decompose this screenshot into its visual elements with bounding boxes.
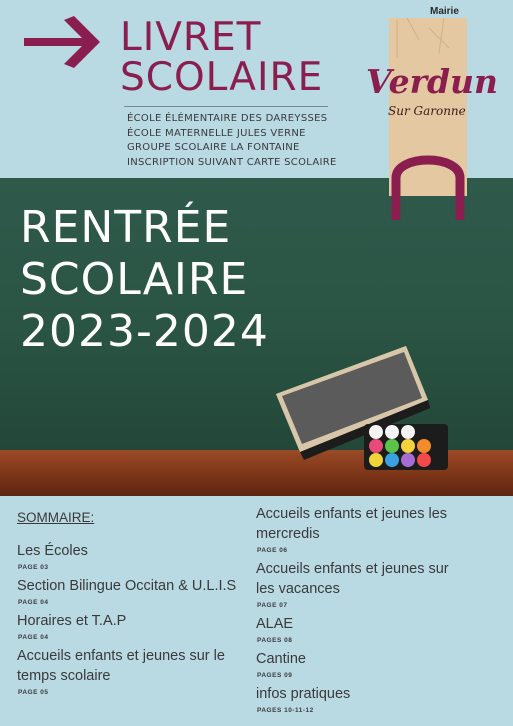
toc-entry[interactable]	[17, 611, 253, 641]
toc-entry-page: PAGES 09	[257, 672, 293, 679]
toc-entry-page: PAGE 05	[18, 689, 49, 696]
toc-entry[interactable]	[256, 614, 513, 644]
school-item: INSCRIPTION SUIVANT CARTE SCOLAIRE	[127, 156, 337, 168]
town-subtitle: Sur Garonne	[388, 104, 466, 118]
toc-entry-page: PAGE 04	[18, 599, 49, 606]
hero-line-3: 2023-2024	[20, 306, 269, 357]
arrow-right-icon	[22, 14, 102, 70]
toc-right-column	[256, 504, 513, 719]
chalk-box-overlay	[364, 420, 454, 472]
toc-entry[interactable]	[17, 646, 253, 696]
toc-left-column	[17, 510, 253, 701]
logo-arch-icon	[380, 140, 476, 220]
toc-entry[interactable]	[256, 559, 466, 609]
title-line-2: SCOLAIRE	[120, 55, 324, 100]
hero-line-2: SCOLAIRE	[20, 254, 249, 305]
toc-entry-page: PAGES 10-11-12	[257, 707, 314, 714]
toc-entry-label: Accueils enfants et jeunes sur les vacances	[256, 561, 449, 597]
toc-entry-page: PAGE 07	[257, 602, 288, 609]
toc-entry[interactable]	[17, 576, 253, 606]
title-line-1: LIVRET	[120, 15, 262, 60]
hero-title	[20, 202, 269, 358]
booklet-title	[120, 15, 324, 100]
toc-entry-page: PAGE 03	[18, 564, 49, 571]
toc-entry-label: Les Écoles	[17, 543, 88, 559]
toc-entry[interactable]	[256, 649, 513, 679]
school-item: ÉCOLE ÉLÉMENTAIRE DES DAREYSSES	[127, 113, 328, 124]
toc-entry-label: Section Bilingue Occitan & U.L.I.S	[17, 578, 237, 594]
toc-entry-page: PAGE 04	[18, 634, 49, 641]
toc-entry[interactable]	[256, 684, 513, 714]
mairie-label: Mairie	[430, 6, 459, 17]
divider	[124, 106, 328, 107]
toc-entry-label: Accueils enfants et jeunes les mercredis	[256, 506, 448, 542]
toc-entry-label: infos pratiques	[256, 686, 351, 702]
toc-entry[interactable]	[17, 541, 253, 571]
toc-entry-label: ALAE	[256, 616, 294, 632]
toc-entry[interactable]	[256, 504, 513, 554]
school-list	[127, 112, 337, 170]
toc-entry-label: Accueils enfants et jeunes sur le temps scolaire	[17, 648, 225, 684]
school-item: ÉCOLE MATERNELLE JULES VERNE	[127, 127, 306, 139]
hero-line-1: RENTRÉE	[20, 202, 232, 253]
toc-entry-page: PAGE 06	[257, 547, 288, 554]
toc-entry-page: PAGES 08	[257, 637, 293, 644]
school-item: GROUPE SCOLAIRE LA FONTAINE	[127, 142, 300, 153]
town-name: Verdun	[366, 62, 499, 101]
toc-entry-label: Cantine	[256, 651, 306, 667]
toc-heading: SOMMAIRE:	[17, 510, 95, 525]
toc-entry-label: Horaires et T.A.P	[17, 613, 127, 629]
